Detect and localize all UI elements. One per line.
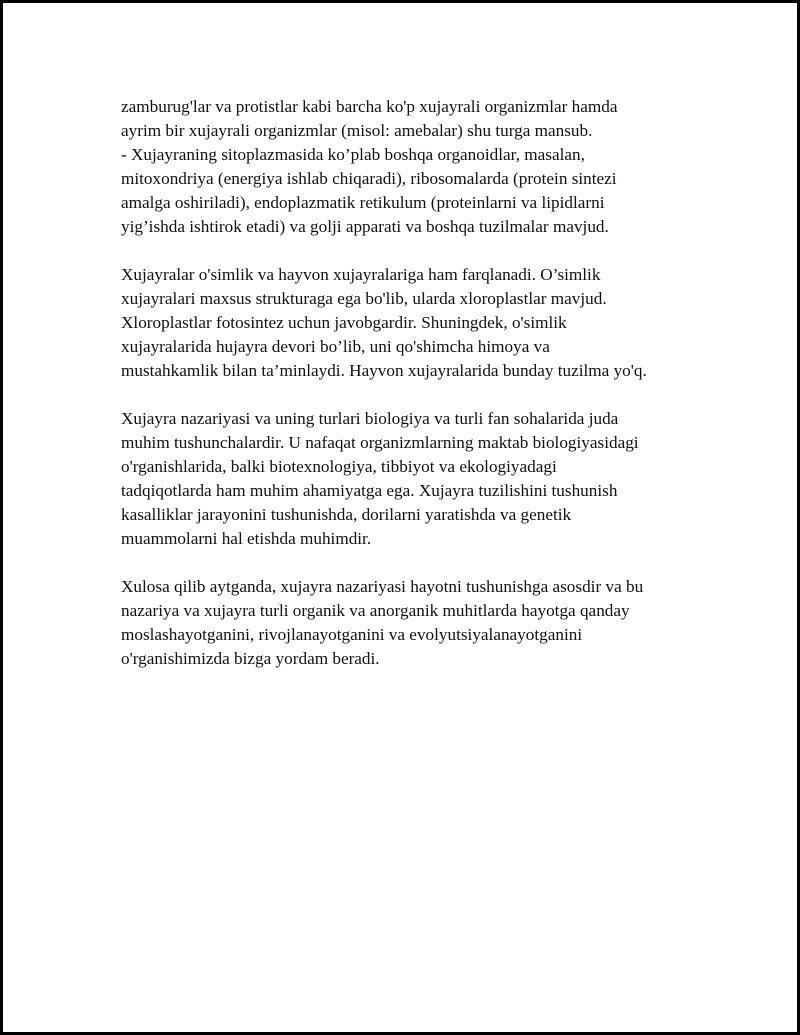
- paragraph-conclusion: [121, 575, 721, 671]
- text-line: xujayralari maxsus strukturaga ega bo'lib, ularda xloroplastlar mavjud.: [121, 289, 607, 308]
- text-line: o'rganishimizda bizga yordam beradi.: [121, 649, 380, 668]
- paragraph-cell-structure: [121, 95, 721, 239]
- text-line: mustahkamlik bilan ta’minlaydi. Hayvon xujayralarida bunday tuzilma yo'q.: [121, 361, 647, 380]
- text-line: - Xujayraning sitoplazmasida ko’plab boshqa organoidlar, masalan,: [121, 145, 585, 164]
- text-line: o'rganishlarida, balki biotexnologiya, tibbiyot va ekologiyadagi: [121, 457, 557, 476]
- text-line: zamburug'lar va protistlar kabi barcha ko'p xujayrali organizmlar hamda: [121, 97, 618, 116]
- text-line: moslashayotganini, rivojlanayotganini va evolyutsiyalanayotganini: [121, 625, 583, 644]
- text-line: tadqiqotlarda ham muhim ahamiyatga ega. Xujayra tuzilishini tushunish: [121, 481, 618, 500]
- paragraph-plant-animal-cells: [121, 263, 721, 383]
- text-line: muammolarni hal etishda muhimdir.: [121, 529, 372, 548]
- text-line: Xloroplastlar fotosintez uchun javobgardir. Shuningdek, o'simlik: [121, 313, 567, 332]
- text-line: muhim tushunchalardir. U nafaqat organizmlarning maktab biologiyasidagi: [121, 433, 639, 452]
- text-line: amalga oshiriladi), endoplazmatik retikulum (proteinlarni va lipidlarni: [121, 193, 605, 212]
- paragraph-cell-theory-importance: [121, 407, 721, 551]
- text-line: Xujayra nazariyasi va uning turlari biologiya va turli fan sohalarida juda: [121, 409, 619, 428]
- text-line: ayrim bir xujayrali organizmlar (misol: amebalar) shu turga mansub.: [121, 121, 593, 140]
- text-line: nazariya va xujayra turli organik va anorganik muhitlarda hayotga qanday: [121, 601, 630, 620]
- text-line: kasalliklar jarayonini tushunishda, dorilarni yaratishda va genetik: [121, 505, 572, 524]
- text-line: Xujayralar o'simlik va hayvon xujayralariga ham farqlanadi. O’simlik: [121, 265, 601, 284]
- text-line: mitoxondriya (energiya ishlab chiqaradi), ribosomalarda (protein sintezi: [121, 169, 617, 188]
- text-line: xujayralarida hujayra devori bo’lib, uni qo'shimcha himoya va: [121, 337, 550, 356]
- text-line: Xulosa qilib aytganda, xujayra nazariyasi hayotni tushunishga asosdir va bu: [121, 577, 644, 596]
- document-body: [121, 95, 721, 695]
- text-line: yig’ishda ishtirok etadi) va golji apparati va boshqa tuzilmalar mavjud.: [121, 217, 609, 236]
